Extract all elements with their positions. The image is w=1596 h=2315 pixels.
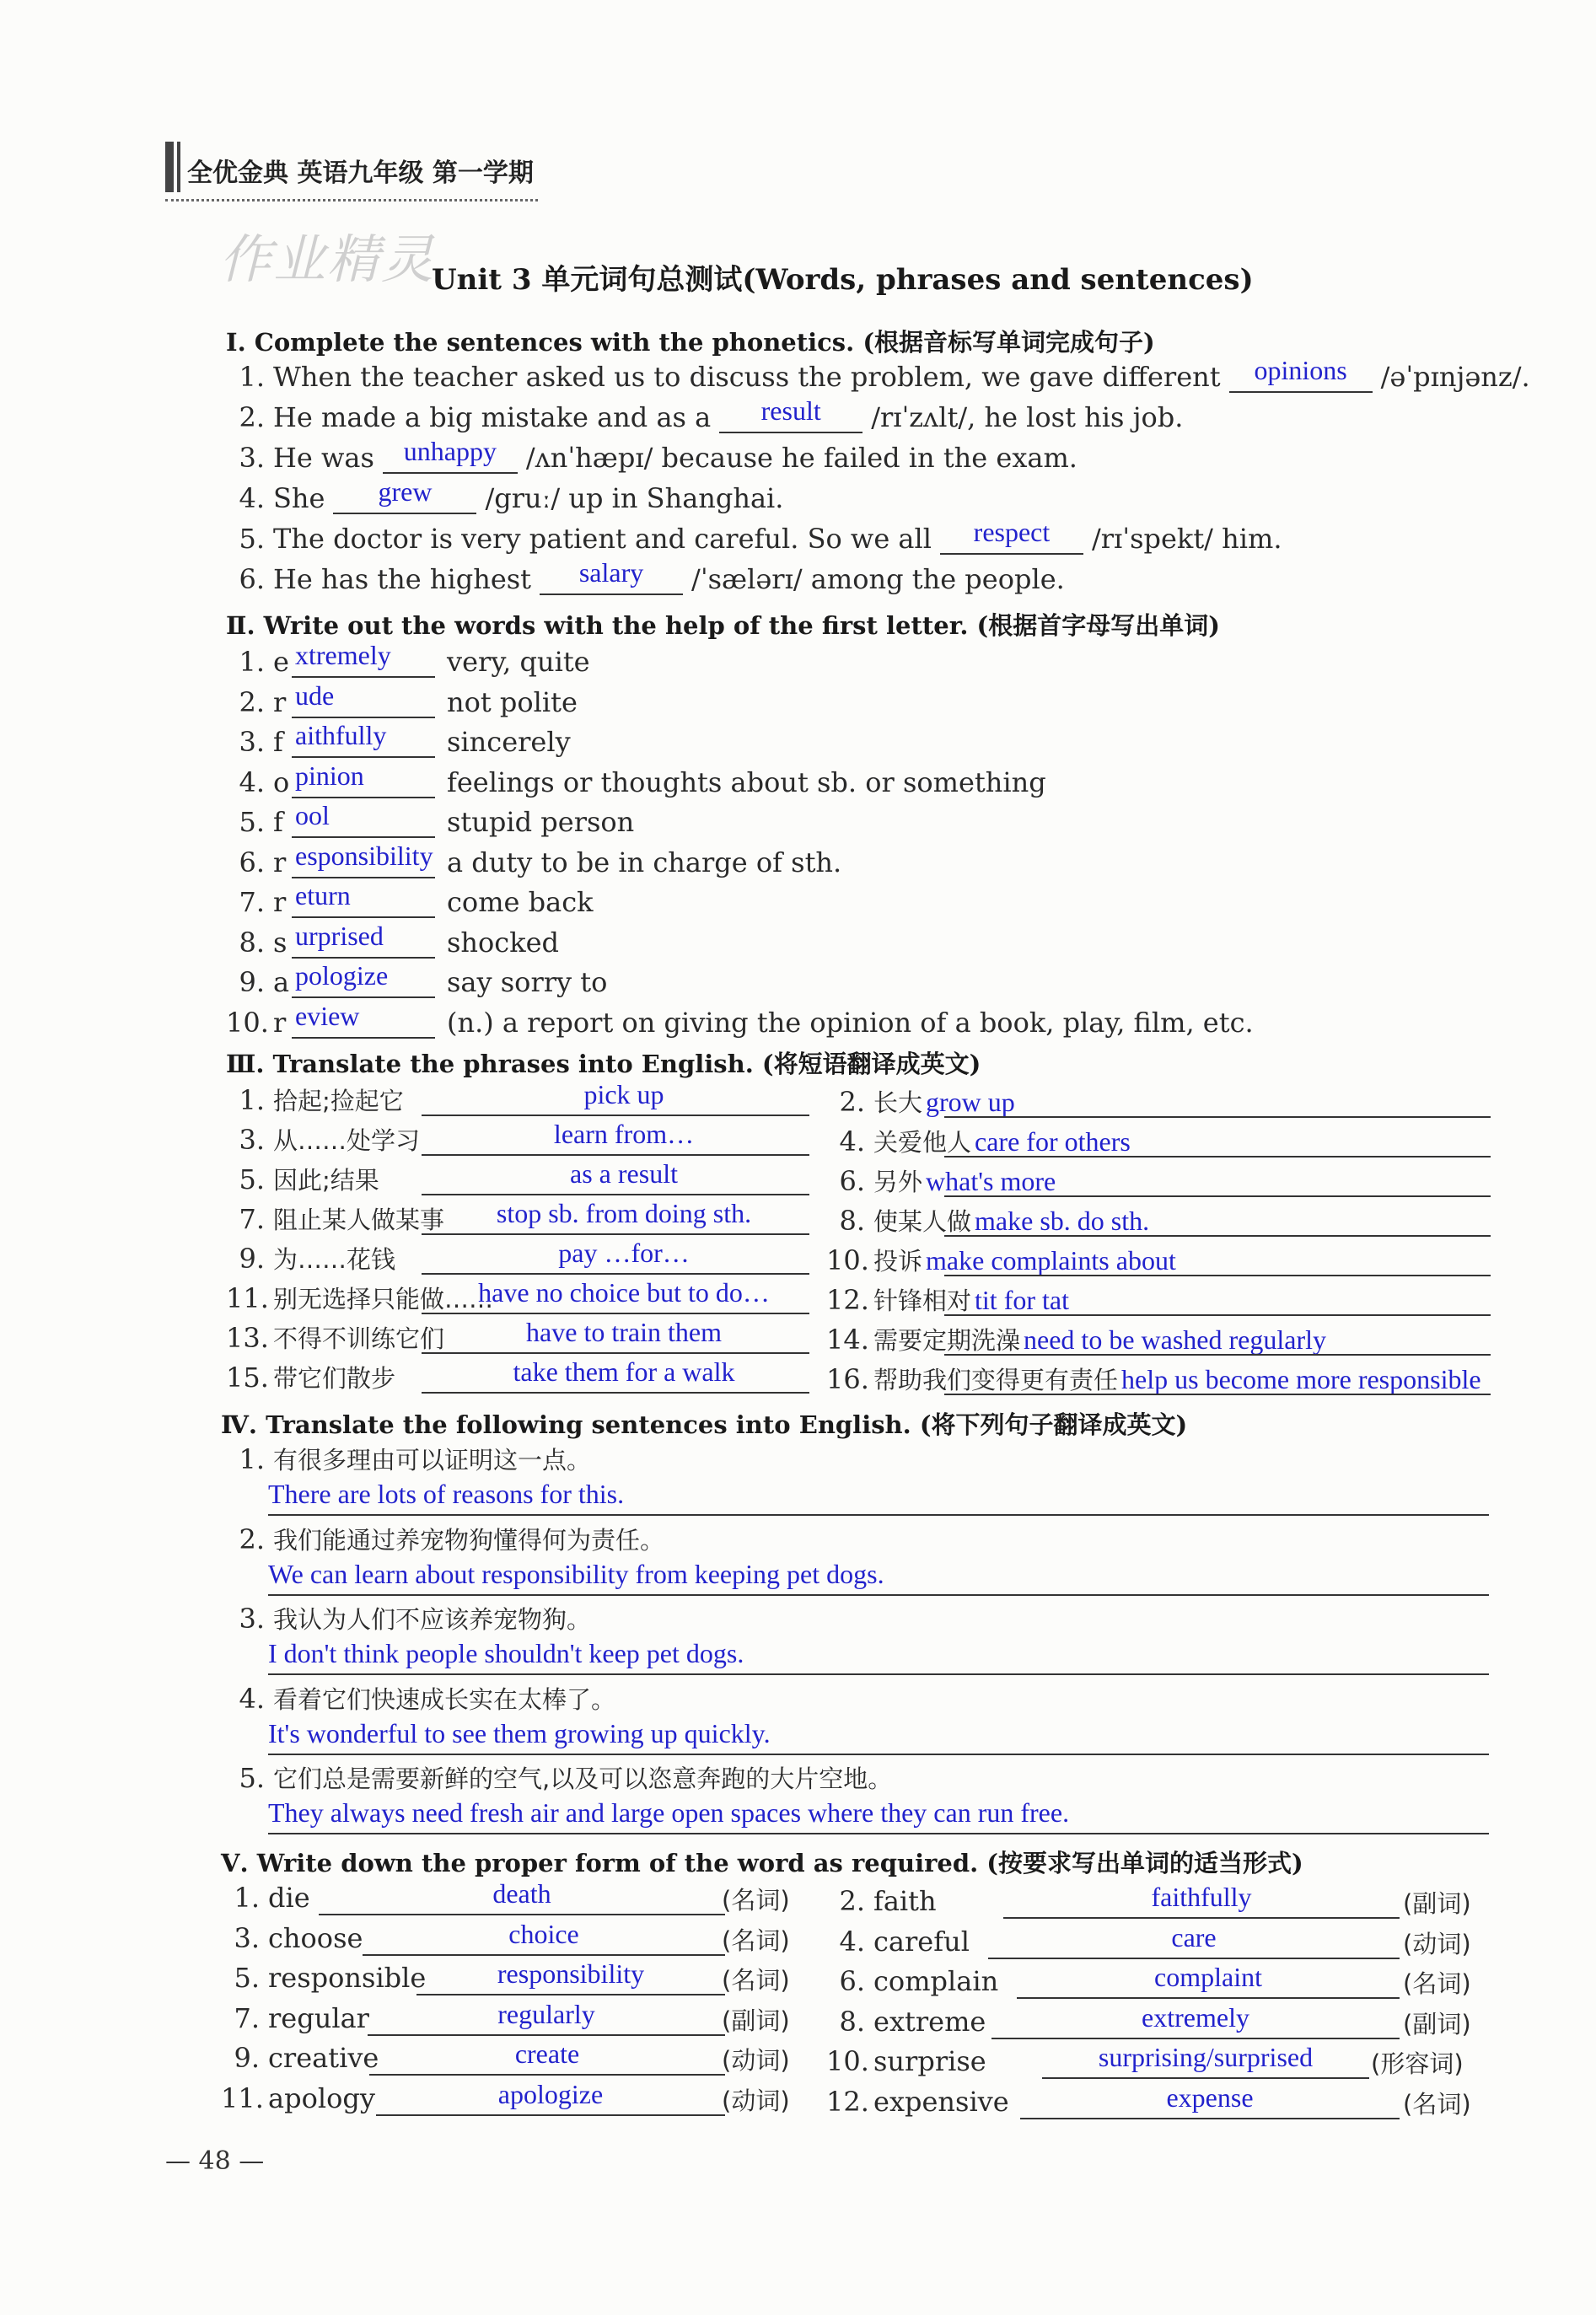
sentence-end: /ʌnˈhæpɪ/ because he failed in the exam. [525, 442, 1077, 474]
part-of-speech: (副词) [722, 2006, 790, 2035]
definition: come back [447, 886, 594, 918]
phrase-row-right [826, 1282, 1069, 1317]
answer-line[interactable] [268, 1594, 1489, 1596]
answer-text: as a result [570, 1158, 678, 1189]
item-number: 12. [826, 1284, 869, 1316]
sentence-end: /gruː/ up in Shanghai. [485, 482, 784, 514]
answer-line[interactable] [368, 2034, 725, 2036]
phrase-row-left [226, 1241, 395, 1276]
first-letter: f [273, 726, 283, 758]
word-form-row-left [221, 2042, 379, 2074]
chinese-sentence: 我们能通过养宠物狗懂得何为责任。 [273, 1525, 665, 1555]
sentence-row [226, 436, 1077, 474]
section-5-heading: Ⅴ. Write down the proper form of the word as required. (按要求写出单词的适当形式) [221, 1849, 1303, 1877]
phrase-row-left [226, 1201, 444, 1236]
first-letter: r [273, 886, 287, 918]
definition: very, quite [447, 646, 590, 678]
first-letter: r [273, 846, 287, 878]
item-number: 15. [226, 1362, 269, 1394]
item-number: 2. [239, 401, 265, 433]
word-form-row-left [221, 2082, 375, 2114]
answer-line[interactable] [944, 1394, 1491, 1395]
item-number: 4. [839, 1925, 865, 1958]
item-number: 6. [839, 1165, 865, 1197]
answer-line[interactable] [988, 1958, 1400, 1959]
answer-line[interactable] [268, 1833, 1489, 1834]
chinese-phrase: 投诉 [873, 1247, 923, 1276]
phrase-row-left [226, 1320, 444, 1355]
phrase-row-left [226, 1360, 395, 1394]
phrase-row-left [226, 1082, 404, 1117]
answer-line[interactable] [363, 1954, 725, 1956]
item-number: 9. [239, 1243, 265, 1275]
definition: (n.) a report on giving the opinion of a book, play, film, etc. [447, 1006, 1254, 1039]
answer-text: help us become more responsible [1121, 1364, 1481, 1394]
sentence-start: When the teacher asked us to discuss the problem, we gave different [273, 361, 1221, 393]
answer-line[interactable] [422, 1352, 809, 1354]
item-number: 10. [826, 2045, 869, 2077]
item-number: 11. [226, 1282, 269, 1314]
answer-line[interactable] [944, 1275, 1491, 1276]
item-number: 1. [239, 361, 265, 393]
definition: stupid person [447, 806, 635, 838]
answer-text: have no choice but to do… [478, 1277, 770, 1308]
sentence-end: /rɪˈzʌlt/, he lost his job. [871, 401, 1184, 433]
word-form-row-left [221, 1882, 310, 1914]
answer-text: urprised [295, 920, 384, 951]
section-2-heading: Ⅱ. Write out the words with the help of the first letter. (根据首字母写出单词) [226, 611, 1220, 640]
item-number: 2. [839, 1086, 865, 1118]
answer-text: take them for a walk [513, 1356, 735, 1387]
answer-line[interactable] [268, 1673, 1489, 1675]
answer-text: ool [295, 800, 330, 830]
base-word: regular [268, 2001, 369, 2034]
answer-text: complaint [1154, 1962, 1262, 1992]
chinese-sentence: 我认为人们不应该养宠物狗。 [273, 1605, 592, 1634]
answer-line[interactable] [944, 1156, 1491, 1158]
chinese-phrase: 阻止某人做某事 [273, 1206, 445, 1234]
item-number: 7. [234, 2001, 260, 2034]
chinese-phrase: 帮助我们变得更有责任 [873, 1366, 1119, 1394]
answer-blank[interactable] [292, 760, 435, 798]
sentence-start: He has the highest [273, 563, 532, 595]
answer-text: apologize [497, 2078, 604, 2109]
answer-text: death [492, 1878, 551, 1909]
section-4-heading: Ⅳ. Translate the following sentences into English. (将下列句子翻译成英文) [221, 1410, 1188, 1439]
chinese-phrase: 从……处学习 [273, 1126, 421, 1155]
answer-blank[interactable] [292, 640, 435, 678]
item-number: 8. [839, 1205, 865, 1237]
answer-line[interactable] [944, 1354, 1491, 1356]
sentence-start: He made a big mistake and as a [273, 401, 712, 433]
chinese-phrase: 关爱他人 [873, 1128, 972, 1157]
answer-text: what's more [926, 1166, 1056, 1196]
sentence-start: He was [273, 442, 374, 474]
answer-text: result [760, 395, 821, 426]
item-number: 1. [239, 1443, 265, 1475]
answer-text: learn from… [553, 1119, 695, 1149]
answer-line[interactable] [944, 1314, 1491, 1316]
item-number: 3. [239, 726, 265, 758]
answer-text: eturn [295, 880, 351, 910]
answer-text: unhappy [403, 436, 497, 466]
chinese-phrase: 另外 [873, 1168, 923, 1196]
item-number: 8. [839, 2005, 865, 2038]
answer-text: need to be washed regularly [1024, 1324, 1326, 1355]
word-form-row-right [826, 2045, 986, 2077]
item-number: 16. [826, 1363, 869, 1395]
word-row [226, 840, 842, 878]
first-letter: a [273, 966, 290, 998]
answer-text: I don't think people shouldn't keep pet dogs. [268, 1638, 744, 1668]
answer-text: grew [378, 476, 433, 507]
answer-text: eview [295, 1000, 360, 1031]
phrase-row-left [226, 1122, 420, 1157]
word-row [226, 679, 578, 718]
first-letter: o [273, 765, 290, 798]
page-number: — 48 — [165, 2146, 265, 2176]
answer-blank[interactable] [292, 880, 435, 918]
word-form-row-right [826, 2086, 1009, 2118]
definition: not polite [447, 685, 578, 718]
answer-line[interactable] [944, 1195, 1491, 1197]
answer-text: salary [578, 557, 644, 588]
item-number: 3. [239, 1124, 265, 1156]
sentence-row [226, 355, 1530, 393]
base-word: careful [873, 1925, 970, 1958]
answer-text: pay …for… [558, 1238, 690, 1268]
answer-text: pick up [583, 1079, 664, 1109]
answer-line[interactable] [422, 1115, 809, 1116]
answer-line[interactable] [376, 2114, 725, 2116]
part-of-speech: (动词) [1403, 1929, 1471, 1958]
item-number: 6. [239, 846, 265, 878]
page-title: Unit 3 单元词句总测试(Words, phrases and sentences) [432, 263, 1254, 297]
chinese-phrase: 针锋相对 [873, 1286, 972, 1315]
item-number: 7. [239, 886, 265, 918]
sentence-start: The doctor is very patient and careful. So we all [273, 523, 932, 555]
item-number: 3. [239, 442, 265, 474]
item-number: 1. [239, 646, 265, 678]
item-number: 2. [239, 1523, 265, 1555]
base-word: apology [268, 2081, 375, 2114]
chinese-phrase: 使某人做 [873, 1207, 972, 1236]
item-number: 6. [239, 563, 265, 595]
answer-blank[interactable] [292, 679, 435, 718]
answer-text: faithfully [1151, 1882, 1252, 1912]
answer-text: xtremely [295, 640, 391, 670]
answer-text: There are lots of reasons for this. [268, 1479, 625, 1509]
answer-blank[interactable] [292, 800, 435, 838]
item-number: 12. [826, 2085, 869, 2118]
answer-text: grow up [926, 1087, 1015, 1117]
definition: feelings or thoughts about sb. or something [447, 765, 1046, 798]
answer-text: It's wonderful to see them growing up quickly. [268, 1717, 771, 1748]
answer-text: respect [973, 517, 1051, 547]
answer-text: pologize [295, 960, 389, 991]
item-number: 5. [239, 523, 265, 555]
chinese-phrase: 不得不训练它们 [273, 1324, 445, 1353]
first-letter: r [273, 685, 287, 718]
chinese-sentence: 它们总是需要新鲜的空气,以及可以恣意奔跑的大片空地。 [273, 1764, 893, 1793]
answer-line[interactable] [268, 1754, 1489, 1755]
item-number: 1. [239, 1084, 265, 1116]
sentence-start: She [273, 482, 325, 514]
phrase-row-right [826, 1243, 1176, 1277]
chinese-phrase: 别无选择只能做…… [273, 1285, 494, 1313]
item-number: 5. [239, 1163, 265, 1195]
item-number: 7. [239, 1203, 265, 1235]
answer-line[interactable] [422, 1313, 809, 1314]
section-1-heading: Ⅰ. Complete the sentences with the phonetics. (根据音标写单词完成句子) [226, 328, 1155, 357]
answer-text: choice [508, 1918, 579, 1949]
chinese-phrase: 拾起;捡起它 [273, 1087, 404, 1115]
header-divider [165, 199, 538, 201]
phrase-row-right [826, 1362, 1481, 1396]
phrase-row-left [226, 1162, 379, 1196]
sentence-end: /rɪˈspekt/ him. [1091, 523, 1282, 555]
phrase-row-right [826, 1322, 1326, 1356]
base-word: die [268, 1882, 310, 1914]
item-number: 14. [826, 1324, 869, 1356]
answer-blank[interactable] [1229, 355, 1373, 393]
answer-line[interactable] [422, 1194, 809, 1195]
answer-text: ude [295, 679, 335, 711]
word-row [226, 800, 635, 838]
answer-line[interactable] [319, 1914, 725, 1915]
answer-line[interactable] [416, 1994, 725, 1995]
part-of-speech: (动词) [722, 2086, 790, 2115]
item-number: 9. [234, 2042, 260, 2074]
word-form-row-right [826, 1965, 998, 1997]
first-letter: r [273, 1006, 287, 1039]
sentence-end: /ˈsælərɪ/ among the people. [691, 563, 1065, 595]
definition: sincerely [447, 726, 571, 758]
watermark: 作业精灵 [219, 228, 436, 290]
first-letter: s [273, 926, 287, 959]
answer-text: expense [1166, 2081, 1254, 2113]
answer-text: make complaints about [926, 1245, 1176, 1276]
answer-text: opinions [1254, 355, 1347, 385]
definition: say sorry to [447, 966, 608, 998]
sentence-prompt [226, 1442, 591, 1476]
header-bar [165, 142, 174, 192]
word-row [226, 960, 608, 998]
word-row [226, 1000, 1254, 1039]
item-number: 8. [239, 926, 265, 959]
answer-line[interactable] [1017, 1997, 1400, 1999]
item-number: 4. [239, 482, 265, 514]
answer-blank[interactable] [540, 557, 683, 595]
part-of-speech: (形容词) [1371, 2049, 1464, 2078]
answer-blank[interactable] [940, 517, 1083, 555]
header-bar-thin [177, 142, 180, 192]
item-number: 9. [239, 966, 265, 998]
base-word: choose [268, 1921, 363, 1954]
answer-line[interactable] [944, 1235, 1491, 1237]
word-form-row-left [221, 1922, 363, 1954]
item-number: 4. [239, 1682, 265, 1715]
item-number: 1. [234, 1882, 260, 1914]
part-of-speech: (副词) [1403, 2009, 1471, 2038]
chinese-phrase: 为……花钱 [273, 1245, 396, 1274]
item-number: 2. [239, 685, 265, 718]
phrase-row-right [826, 1163, 1056, 1198]
word-form-row-left [221, 1962, 426, 1994]
chinese-phrase: 带它们散步 [273, 1364, 396, 1393]
answer-text: tit for tat [975, 1285, 1069, 1315]
part-of-speech: (副词) [1403, 1889, 1471, 1918]
definition: shocked [447, 926, 560, 959]
chinese-phrase: 需要定期洗澡 [873, 1326, 1021, 1355]
first-letter: f [273, 806, 283, 838]
answer-blank[interactable] [292, 920, 435, 959]
item-number: 5. [239, 806, 265, 838]
item-number: 10. [226, 1006, 269, 1039]
first-letter: e [273, 646, 289, 678]
answer-blank[interactable] [333, 476, 476, 514]
part-of-speech: (名词) [1403, 2089, 1471, 2119]
answer-text: surprising/surprised [1098, 2042, 1314, 2072]
item-number: 4. [239, 765, 265, 798]
answer-text: pinion [295, 760, 364, 791]
answer-text: responsibility [497, 1958, 645, 1989]
part-of-speech: (名词) [722, 1966, 790, 1995]
sentence-prompt [226, 1601, 591, 1636]
part-of-speech: (名词) [722, 1926, 790, 1955]
base-word: complain [873, 1965, 999, 1997]
phrase-row-right [826, 1084, 1015, 1119]
sentence-prompt [226, 1522, 664, 1556]
sentence-row [226, 557, 1065, 595]
answer-blank[interactable] [292, 1000, 435, 1039]
word-row [226, 720, 571, 758]
base-word: expensive [873, 2085, 1009, 2118]
answer-line[interactable] [268, 1514, 1489, 1516]
section-3-heading: Ⅲ. Translate the phrases into English. (将短语翻译成英文) [226, 1050, 981, 1078]
base-word: responsible [268, 1962, 427, 1994]
word-row [226, 920, 560, 959]
chinese-phrase: 因此;结果 [273, 1166, 379, 1195]
item-number: 4. [839, 1125, 865, 1158]
item-number: 3. [234, 1921, 260, 1954]
base-word: surprise [873, 2045, 986, 2077]
answer-line[interactable] [369, 2074, 725, 2076]
answer-line[interactable] [422, 1233, 809, 1235]
answer-text: care for others [975, 1126, 1131, 1157]
answer-blank[interactable] [292, 720, 435, 758]
word-row [226, 640, 590, 678]
answer-text: regularly [497, 1998, 595, 2029]
item-number: 10. [826, 1244, 869, 1276]
answer-line[interactable] [1042, 2077, 1369, 2079]
answer-line[interactable] [991, 2038, 1400, 2039]
answer-text: stop sb. from doing sth. [496, 1198, 752, 1228]
answer-text: make sb. do sth. [975, 1206, 1150, 1236]
answer-blank[interactable] [292, 840, 435, 878]
item-number: 5. [239, 1762, 265, 1794]
item-number: 6. [839, 1965, 865, 1997]
answer-text: They always need fresh air and large open spaces where they can run free. [268, 1797, 1070, 1828]
part-of-speech: (动词) [722, 2046, 790, 2075]
sentence-end: /əˈpɪnjənz/. [1380, 361, 1530, 393]
answer-text: have to train them [526, 1317, 722, 1347]
part-of-speech: (名词) [1403, 1969, 1471, 1998]
definition: a duty to be in charge of sth. [447, 846, 842, 878]
answer-line[interactable] [944, 1116, 1491, 1118]
answer-line[interactable] [422, 1273, 809, 1275]
answer-line[interactable] [422, 1392, 809, 1394]
answer-text: esponsibility [295, 840, 433, 871]
answer-line[interactable] [1020, 2118, 1400, 2119]
chinese-phrase: 长大 [873, 1088, 923, 1117]
chinese-sentence: 看着它们快速成长实在太棒了。 [273, 1684, 616, 1714]
item-number: 2. [839, 1885, 865, 1917]
item-number: 13. [226, 1322, 269, 1354]
word-row [226, 760, 1046, 798]
answer-line[interactable] [1003, 1917, 1400, 1919]
answer-text: care [1171, 1921, 1217, 1952]
base-word: creative [268, 2042, 379, 2074]
word-form-row-right [826, 2006, 986, 2038]
answer-text: We can learn about responsibility from keeping pet dogs. [268, 1558, 884, 1589]
sentence-row [226, 395, 1184, 433]
book-header: 全优金典 英语九年级 第一学期 [187, 158, 534, 188]
phrase-row-right [826, 1124, 1131, 1158]
word-form-row-left [221, 2002, 369, 2034]
answer-line[interactable] [422, 1154, 809, 1156]
item-number: 3. [239, 1603, 265, 1635]
answer-text: create [514, 2038, 580, 2069]
word-form-row-right [826, 1885, 937, 1917]
base-word: faith [873, 1885, 937, 1917]
answer-text: extremely [1142, 2001, 1249, 2033]
answer-blank[interactable] [383, 436, 518, 474]
answer-blank[interactable] [719, 395, 862, 433]
item-number: 11. [221, 2081, 264, 2114]
answer-text: aithfully [295, 720, 387, 750]
word-form-row-right [826, 1926, 970, 1958]
sentence-row [226, 476, 784, 514]
sentence-prompt [226, 1760, 892, 1795]
word-row [226, 880, 594, 918]
sentence-row [226, 517, 1282, 555]
base-word: extreme [873, 2005, 986, 2038]
item-number: 5. [234, 1962, 260, 1994]
chinese-sentence: 有很多理由可以证明这一点。 [273, 1446, 592, 1474]
answer-blank[interactable] [292, 960, 435, 998]
sentence-prompt [226, 1681, 615, 1716]
phrase-row-right [826, 1203, 1149, 1238]
part-of-speech: (名词) [722, 1886, 790, 1915]
